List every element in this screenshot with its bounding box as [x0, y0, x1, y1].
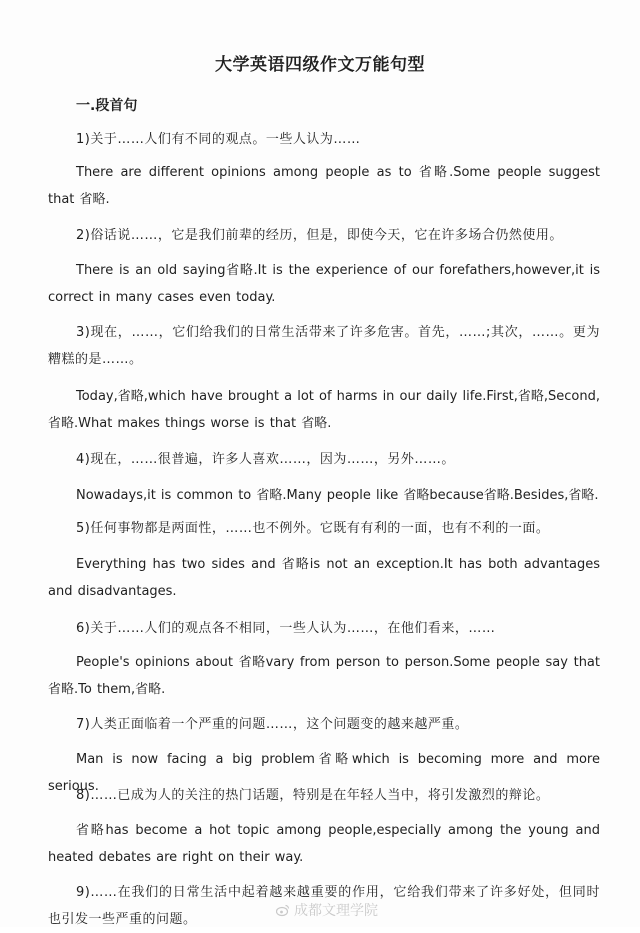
- sentence-en-6: People's opinions about 省略vary from person to person.Some people say that 省略.To them,省略.: [48, 655, 600, 697]
- sentence-cn-1: 1)关于……人们有不同的观点。一些人认为……: [76, 132, 361, 147]
- sentence-cn-6: 6)关于……人们的观点各不相同，一些人认为……，在他们看来，……: [76, 621, 496, 636]
- watermark: [276, 900, 378, 920]
- sentence-en-3: Today,省略,which have brought a lot of harms in our daily life.First,省略,Second,省略.What makes things worse is that 省略.: [48, 389, 601, 431]
- sentence-en-4: Nowadays,it is common to 省略.Many people like 省略because省略.Besides,省略.: [76, 488, 599, 503]
- sentence-en-7: Man is now facing a big problem省略which is becoming more and more serious.: [48, 752, 600, 794]
- page-title: 大学英语四级作文万能句型: [215, 55, 425, 75]
- sentence-en-5: Everything has two sides and 省略is not an exception.It has both advantages and disadvantages.: [48, 557, 600, 599]
- sentence-cn-7: 7)人类正面临着一个严重的问题……，这个问题变的越来越严重。: [76, 717, 469, 732]
- sentence-cn-8: 8)……已成为人的关注的热门话题，特别是在年轻人当中，将引发激烈的辩论。: [76, 788, 550, 803]
- sentence-cn-4: 4)现在，……很普遍，许多人喜欢……，因为……，另外……。: [76, 452, 455, 467]
- weibo-icon: [276, 903, 290, 917]
- sentence-cn-3: 3)现在，……，它们给我们的日常生活带来了许多危害。首先，……;其次，……。更为糟糕的是……。: [48, 325, 600, 367]
- sentence-en-8: 省略has become a hot topic among people,especially among the young and heated debates are right on their way.: [48, 823, 600, 865]
- sentence-en-1: There are different opinions among people as to 省略.Some people suggest that 省略.: [48, 165, 600, 207]
- sentence-cn-5: 5)任何事物都是两面性，……也不例外。它既有有利的一面，也有不利的一面。: [76, 521, 550, 536]
- sentence-en-2: There is an old saying省略.It is the experience of our forefathers,however,it is correct in many cases even today.: [48, 263, 600, 305]
- watermark-text: 成都文理学院: [294, 903, 378, 919]
- sentence-cn-2: 2)俗话说……，它是我们前辈的经历，但是，即使今天，它在许多场合仍然使用。: [76, 228, 563, 243]
- sentence-cn-9: 9)……在我们的日常生活中起着越来越重要的作用，它给我们带来了许多好处，但同时也引发一些严重的问题。: [48, 885, 600, 927]
- section-heading: 一.段首句: [76, 98, 138, 114]
